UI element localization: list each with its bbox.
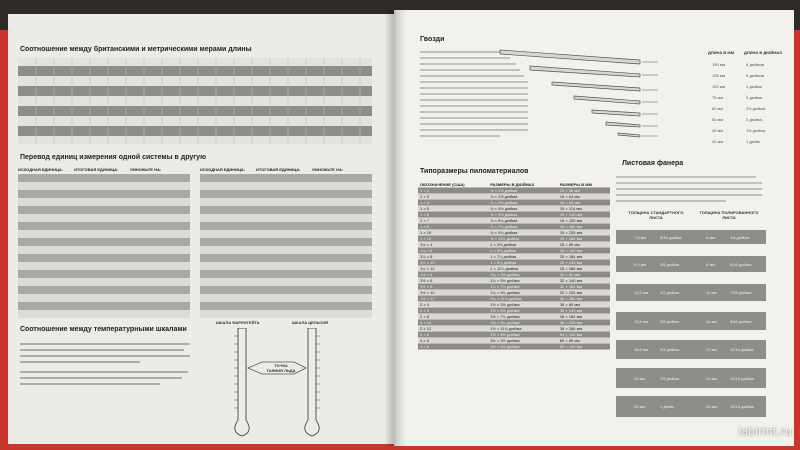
cell: 1 × 6 <box>418 212 488 218</box>
plywood-header-standard: ТОЛЩИНА СТАНДАРТНОГО ЛИСТА <box>628 210 684 220</box>
cell: 19 × 114 мм <box>558 206 610 212</box>
cell: 1¼ × 7¼ дюйма <box>488 284 558 290</box>
cell: 1¼ × 12 <box>418 266 488 272</box>
nail-in: 4 дюйма <box>746 84 762 89</box>
cell: 2 × 6 <box>418 308 488 314</box>
plywood-std-mm: 25 мм <box>634 404 646 409</box>
cell: 1 × 4 <box>418 200 488 206</box>
cell: 32 × 286 мм <box>558 296 610 302</box>
plywood-std-in: 1 дюйм <box>660 404 674 409</box>
cell: 1¼ × 8 <box>418 254 488 260</box>
cell: 19 × 38 мм <box>558 188 610 194</box>
nail-in: 2½ дюйма <box>746 106 766 111</box>
nail-mm: 25 мм <box>712 139 724 144</box>
plywood-pol-in: 1/4 дюйма <box>730 235 750 240</box>
cell: 1¼ × 3½ дюйма <box>488 272 558 278</box>
plywood-std-in: 3/4 дюйма <box>660 347 680 352</box>
cell: ¾ × 4½ дюйма <box>488 206 558 212</box>
cell: 19 × 89 мм <box>558 200 610 206</box>
nail-in: 1½ дюйма <box>746 128 766 133</box>
nails-header-in: ДЛИНА В ДЮЙМАХ <box>744 50 783 55</box>
plywood-pol-in: 7/16 дюйма <box>730 290 752 295</box>
cell: 1¼ × 11¼ дюйма <box>488 296 558 302</box>
cell: 32 × 184 мм <box>558 284 610 290</box>
cell: 32 × 89 мм <box>558 272 610 278</box>
lengths-table <box>18 58 372 144</box>
cell: 19 × 159 мм <box>558 218 610 224</box>
cell: 89 × 89 мм <box>558 338 610 344</box>
nail-in: 5 дюймов <box>746 73 765 78</box>
conversion-table-right <box>200 167 372 317</box>
book-gutter <box>384 10 406 446</box>
cell: 3 × 6 <box>418 332 488 338</box>
nail-mm: 65 мм <box>712 106 724 111</box>
plywood-std-in: 3/8 дюйма <box>660 262 680 267</box>
conversion-header-multiplier: УМНОЖЬТЕ НА: <box>130 167 162 172</box>
cell: ¾ × 6¼ дюйма <box>488 218 558 224</box>
cell: 1½ × 10 <box>418 290 488 296</box>
cell: ¾ × 5½ дюйма <box>488 212 558 218</box>
cell: ¾ × 11¼ дюйма <box>488 236 558 242</box>
plywood-std-mm: 7,5 мм <box>634 235 647 240</box>
cell: 19 × 286 мм <box>558 236 610 242</box>
plywood-pol-mm: 14 мм <box>706 319 718 324</box>
cell: 32 × 235 мм <box>558 290 610 296</box>
plywood-std-in: 7/8 дюйма <box>660 376 680 381</box>
temperature-paragraph <box>20 340 196 390</box>
cell: 1½ × 9¼ дюйма <box>488 320 558 326</box>
plywood-pol-mm: 24 мм <box>706 404 718 409</box>
cell: 25 × 89 мм <box>558 242 610 248</box>
conversion-rows-right <box>200 174 372 319</box>
conversion-table-left <box>18 167 190 317</box>
lumber-header-mm: РАЗМЕРЫ В ММ <box>558 182 610 188</box>
cell: 4 × 4 <box>418 338 488 344</box>
cell: 89 × 140 мм <box>558 344 610 350</box>
lumber-table <box>418 182 610 350</box>
cell: 19 × 140 мм <box>558 212 610 218</box>
nail-in: 1 дюйм <box>746 139 760 144</box>
cell: 1½ × 11¼ дюйма <box>488 326 558 332</box>
cell: ¾ × 7¼ дюйма <box>488 224 558 230</box>
nail-in: 3 дюйма <box>746 95 762 100</box>
lengths-title: Соотношение между британскими и метрическими мерами длины <box>20 46 252 53</box>
cell: 19 × 235 мм <box>558 230 610 236</box>
cell: 1 × 10 <box>418 230 488 236</box>
plywood-pol-in: 13/16 дюйма <box>730 376 754 381</box>
cell: 1¼ × 10 <box>418 260 488 266</box>
plywood-pol-mm: 21 мм <box>706 376 718 381</box>
lengths-table-grid <box>18 58 372 144</box>
cell: 1½ × 8 <box>418 284 488 290</box>
fahrenheit-label: ШКАЛА ФАРЕНГЕЙТА <box>216 320 260 325</box>
cell: 19 × 64 мм <box>558 194 610 200</box>
cell: ¾ × 9¼ дюйма <box>488 230 558 236</box>
lumber-header-us: ОБОЗНАЧЕНИЕ (США) <box>418 182 488 188</box>
nail-mm: 75 мм <box>712 95 724 100</box>
right-page <box>394 10 794 446</box>
nail-mm: 50 мм <box>712 117 724 122</box>
cell: 1½ × 3½ дюйма <box>488 302 558 308</box>
plywood-title: Листовая фанера <box>622 160 684 167</box>
lumber-rows <box>418 188 610 350</box>
cell: 1 × 3 <box>418 194 488 200</box>
cell: 2 × 10 <box>418 320 488 326</box>
plywood-pol-mm: 11 мм <box>706 290 717 295</box>
left-page <box>8 14 394 444</box>
cell: 1½ × 6 <box>418 278 488 284</box>
plywood-std-mm: 9,5 мм <box>634 262 647 267</box>
cell: 1 × 7 <box>418 218 488 224</box>
cell: 25 × 235 мм <box>558 260 610 266</box>
cell: ¾ × 2½ дюйма <box>488 194 558 200</box>
cell: 1½ × 12 <box>418 296 488 302</box>
cell: 1½ × 4 <box>418 272 488 278</box>
plywood-std-in: 5/16 дюйма <box>660 235 682 240</box>
conversion-header-target: ИТОГОВАЯ ЕДИНИЦА: <box>74 167 119 172</box>
conversion-rows-left <box>18 174 190 319</box>
cell: 3½ × 3½ дюйма <box>488 338 558 344</box>
cell: 4 × 6 <box>418 344 488 350</box>
plywood-header-polished: ТОЛЩИНА ПОЛИРОВАННОГО ЛИСТА <box>699 210 759 220</box>
conversion-header-target-2: ИТОГОВАЯ ЕДИНИЦА: <box>256 167 301 172</box>
nail-mm: 125 мм <box>712 73 726 78</box>
plywood-pol-in: 15/16 дюйма <box>730 404 754 409</box>
plywood-pol-mm: 8 мм <box>706 262 715 267</box>
plywood-std-in: 5/8 дюйма <box>660 319 680 324</box>
cell: 25 × 140 мм <box>558 248 610 254</box>
nail-mm: 100 мм <box>712 84 726 89</box>
cell: 2½ × 5½ дюйма <box>488 332 558 338</box>
conversion-header-multiplier-2: УМНОЖЬТЕ НА: <box>312 167 344 172</box>
thermometer-diagram <box>208 328 348 438</box>
nail-mm: 40 мм <box>712 128 724 133</box>
nail-in: 2 дюйма <box>746 117 762 122</box>
nail-mm: 150 мм <box>712 62 726 67</box>
plywood-std-mm: 22 мм <box>634 376 646 381</box>
cell: 32 × 140 мм <box>558 278 610 284</box>
cell: 2 × 12 <box>418 326 488 332</box>
plywood-pol-in: 9/16 дюйма <box>730 319 752 324</box>
plywood-std-in: 1/2 дюйма <box>660 290 680 295</box>
cell: ¾ × 3½ дюйма <box>488 200 558 206</box>
conversion-title: Перевод единиц измерения одной системы в другую <box>20 154 207 161</box>
cell: 1 × 7¼ дюйма <box>488 254 558 260</box>
cell: 2 × 8 <box>418 314 488 320</box>
melting-point-label: ТОЧКА ТАЯНИЯ ЛЬДА <box>266 363 296 373</box>
cell: 38 × 140 мм <box>558 308 610 314</box>
conversion-header-source: ИСХОДНАЯ ЕДИНИЦА: <box>18 167 64 172</box>
cell: 25 × 184 мм <box>558 254 610 260</box>
celsius-label: ШКАЛА ЦЕЛЬСИЯ <box>292 320 329 325</box>
table-row <box>418 344 610 350</box>
lumber-header-in: РАЗМЕРЫ В ДЮЙМАХ <box>488 182 558 188</box>
plywood-std-mm: 18,5 мм <box>634 347 649 352</box>
plywood-std-mm: 15,5 мм <box>634 319 649 324</box>
temperature-title: Соотношение между температурными шкалами <box>20 326 187 333</box>
cell: 38 × 89 мм <box>558 302 610 308</box>
cell: 38 × 235 мм <box>558 320 610 326</box>
plywood-paragraph <box>616 174 766 204</box>
cell: 1 × 3½ дюйма <box>488 242 558 248</box>
cell: 1 × 12 <box>418 236 488 242</box>
cell: 1½ × 7¼ дюйма <box>488 314 558 320</box>
cell: ¾ × 1½ дюйма <box>488 188 558 194</box>
cell: 1¼ × 9¼ дюйма <box>488 290 558 296</box>
plywood-std-mm: 12,5 мм <box>634 290 649 295</box>
nails-title: Гвозди <box>420 36 445 43</box>
plywood-pol-in: 11/16 дюйма <box>730 347 754 352</box>
cell: 64 × 140 мм <box>558 332 610 338</box>
cell: 1 × 8 <box>418 224 488 230</box>
cell: 19 × 184 мм <box>558 224 610 230</box>
cell: 1 × 9¼ дюйма <box>488 260 558 266</box>
cell: 3½ × 5½ дюйма <box>488 344 558 350</box>
cell: 1¼ × 4 <box>418 242 488 248</box>
cell: 1¼ × 6 <box>418 248 488 254</box>
lumber-title: Типоразмеры пиломатериалов <box>420 168 529 175</box>
cell: 38 × 286 мм <box>558 326 610 332</box>
nails-header-mm: ДЛИНА В ММ <box>708 50 735 55</box>
plywood-pol-mm: 17 мм <box>706 347 718 352</box>
cell: 2 × 4 <box>418 302 488 308</box>
cell: 25 × 286 мм <box>558 266 610 272</box>
cell: 38 × 184 мм <box>558 314 610 320</box>
nail-in: 6 дюймов <box>746 62 765 67</box>
nails-illustration <box>490 40 660 150</box>
plywood-pol-in: 5/16 дюйма <box>730 262 752 267</box>
watermark-text: labirint.ru <box>738 425 792 438</box>
plywood-pol-mm: 6 мм <box>706 235 715 240</box>
cell: 1½ × 5½ дюйма <box>488 308 558 314</box>
cell: 1 × 5 <box>418 206 488 212</box>
cell: 1¼ × 5½ дюйма <box>488 278 558 284</box>
cell: 1 × 11¼ дюйма <box>488 266 558 272</box>
cell: 1 × 5½ дюйма <box>488 248 558 254</box>
conversion-header-source-2: ИСХОДНАЯ ЕДИНИЦА: <box>200 167 246 172</box>
cell: 1 × 2 <box>418 188 488 194</box>
